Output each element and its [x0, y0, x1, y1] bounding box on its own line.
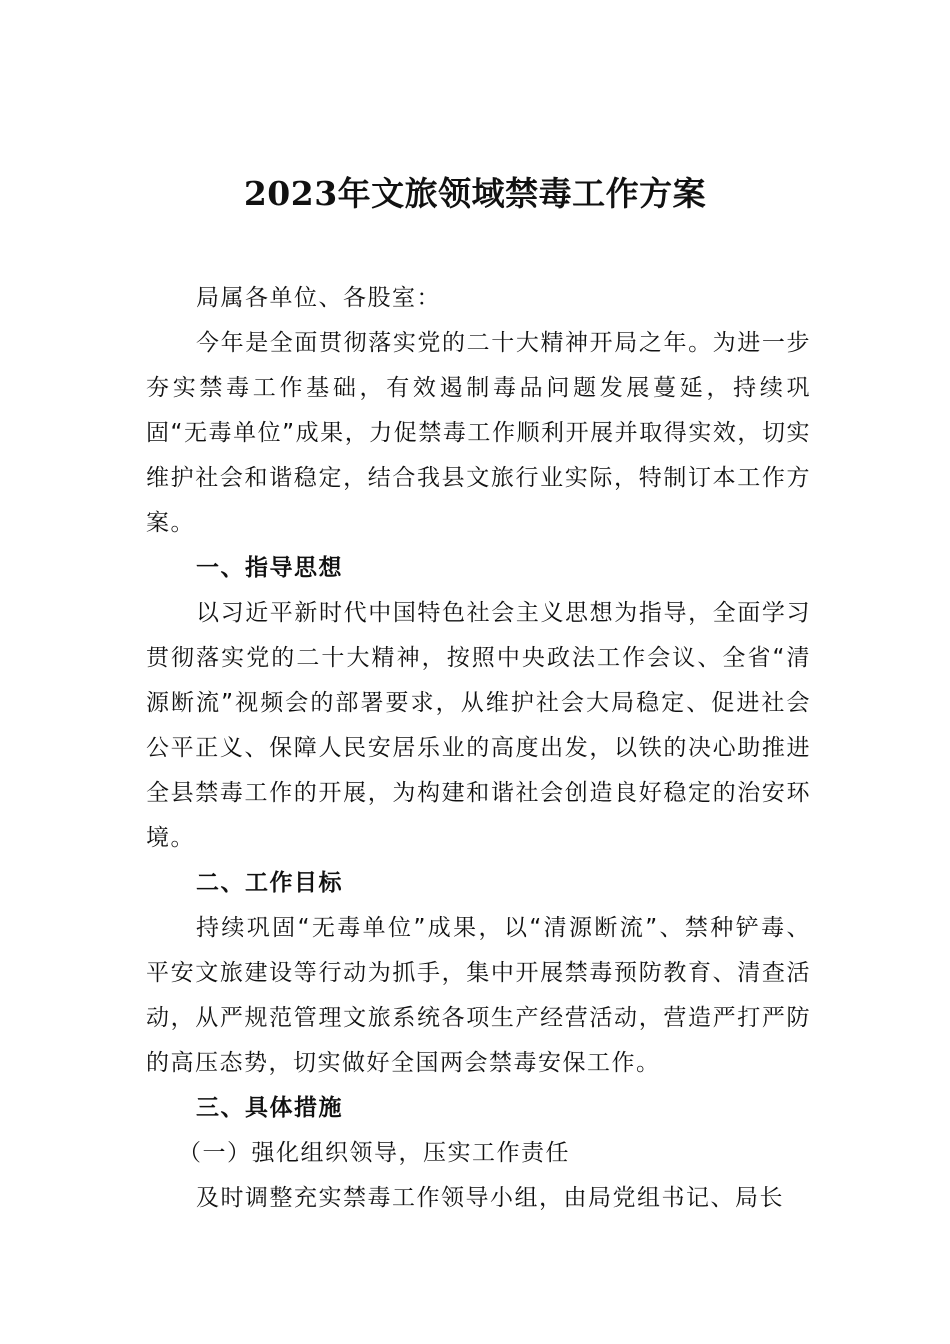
document-title: 2023年文旅领域禁毒工作方案 [243, 174, 707, 213]
section-heading-work-goals: 二、工作目标 [196, 870, 343, 896]
section-text-work-goals: 持续巩固“无毒单位”成果，以“清源断流”、禁种铲毒、平安文旅建设等行动为抓手，集中开展禁毒预防教育、清查活动，从严规范管理文旅系统各项生产经营活动，营造严打严防的高压态势，切实做好全国两会禁毒安保工作。 [146, 915, 811, 1076]
intro-paragraph: 今年是全面贯彻落实党的二十大精神开局之年。为进一步夯实禁毒工作基础，有效遏制毒品问题发展蔓延，持续巩固“无毒单位”成果，力促禁毒工作顺利开展并取得实效，切实维护社会和谐稳定，结合我县文旅行业实际，特制订本工作方案。 [146, 330, 811, 536]
section-text-specific-measures: 及时调整充实禁毒工作领导小组，由局党组书记、局长 [196, 1185, 784, 1211]
document-body [146, 276, 811, 1221]
addressee: 局属各单位、各股室： [196, 285, 441, 311]
section-heading-specific-measures: 三、具体措施 [196, 1095, 343, 1121]
section-text-guiding-ideology: 以习近平新时代中国特色社会主义思想为指导，全面学习贯彻落实党的二十大精神，按照中央政法工作会议、全省“清源断流”视频会的部署要求，从维护社会大局稳定、促进社会公平正义、保障人民安居乐业的高度出发，以铁的决心助推进全县禁毒工作的开展，为构建和谐社会创造良好稳定的治安环境。 [146, 600, 811, 851]
section-heading-guiding-ideology: 一、指导思想 [196, 555, 343, 581]
subsection-heading-organization: （一）强化组织领导，压实工作责任 [178, 1140, 570, 1166]
